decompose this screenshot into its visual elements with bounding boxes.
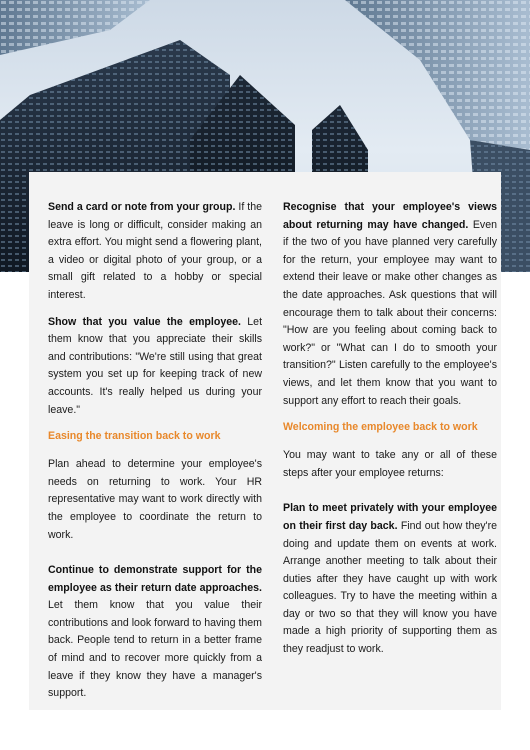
left-column bbox=[48, 199, 262, 712]
paragraph-text: Even if the two of you have planned very carefully for the return, your employee may want to extend their leave or make other changes as the date approaches. Ask questions that will encourage them to talk about their concerns: "How are you feeling about coming back to work?" or "What can I do to smooth your transition?" Listen carefully to the employee's views, and let them know that you want to support any effort to reach their goals. bbox=[283, 218, 498, 407]
article-panel bbox=[29, 172, 501, 710]
paragraph-value-employee bbox=[48, 314, 262, 420]
section-heading-welcoming-back: Welcoming the employee back to work bbox=[283, 421, 478, 434]
paragraph-recognise-views bbox=[283, 199, 497, 410]
paragraph-lead: Continue to demonstrate support for the employee as their return date approaches. bbox=[48, 564, 262, 594]
paragraph-text: Plan ahead to determine your employee's needs on returning to work. Your HR representative may want to work directly with the employee to coordinate the return to work. bbox=[48, 458, 262, 541]
paragraph-text: Find out how they're doing and update them on events at work. Arrange another meeting to talk about their duties after they have caught up with work colleagues. Try to have the meeting within a day or two so that they will know you have made a high priority of supporting them as they readjust to work. bbox=[283, 519, 497, 656]
paragraph-lead: Send a card or note from your group. bbox=[48, 201, 236, 213]
paragraph-lead: Plan to meet privately with your employee on their first day back. bbox=[283, 502, 497, 532]
section-heading-easing-transition: Easing the transition back to work bbox=[48, 430, 221, 443]
paragraph-plan-ahead bbox=[48, 456, 262, 544]
paragraph-meet-privately bbox=[283, 500, 497, 658]
paragraph-text: You may want to take any or all of these steps after your employee returns: bbox=[283, 449, 497, 479]
paragraph-lead: Recognise that your employee's views about returning may have changed. bbox=[283, 201, 497, 231]
paragraph-steps-intro bbox=[283, 447, 497, 482]
paragraph-send-card bbox=[48, 199, 262, 305]
right-column bbox=[283, 199, 497, 668]
paragraph-text: If the leave is long or difficult, consider making an extra effort. You might send a flowering plant, a video or digital photo of your group, or a small gift related to a hobby or special interest. bbox=[48, 201, 262, 301]
paragraph-lead: Show that you value the employee. bbox=[48, 315, 241, 328]
paragraph-text: Let them know that you value their contributions and look forward to having them back. People tend to return in a better frame of mind and to recover more quickly from a leave if they know they have a manager's support. bbox=[48, 599, 262, 700]
paragraph-continue-support bbox=[48, 562, 262, 703]
paragraph-text: Let them know that you appreciate their skills and contributions: "We're still using that great system you set up for keeping track of new accounts. It's really helped us during your leave." bbox=[48, 315, 263, 416]
